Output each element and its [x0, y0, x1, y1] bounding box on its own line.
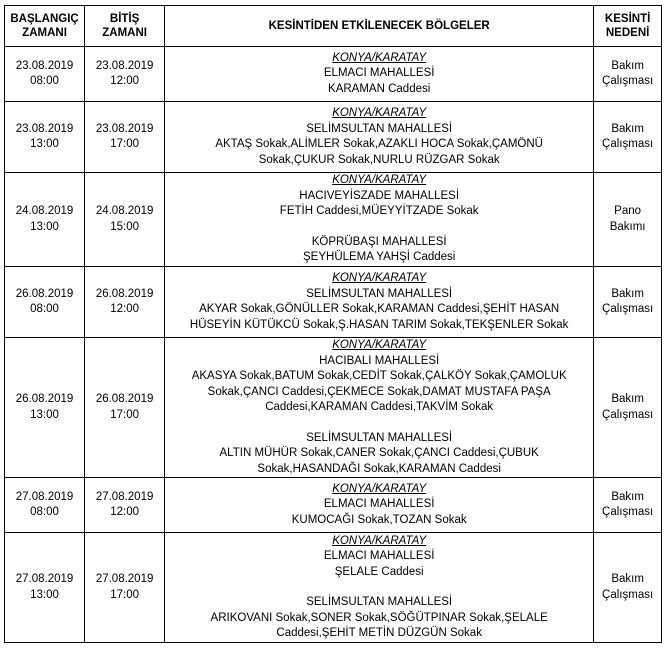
street-list: HÜSEYİN KÜTÜKCÜ Sokak,Ş.HASAN TARIM Sokak,TEKŞENLER Sokak — [189, 318, 569, 331]
street-list: Sokak,ÇUKUR Sokak,NURLU RÜZGAR Sokak — [258, 153, 500, 166]
end-time-cell: 24.08.2019 15:00 — [85, 173, 165, 267]
table-row — [5, 102, 662, 173]
affected-areas-cell — [165, 478, 594, 533]
start-time-cell: 26.08.2019 13:00 — [5, 338, 85, 478]
reason-cell: Bakım Çalışması — [594, 267, 662, 338]
neighborhood-name: ELMACI MAHALLESİ — [323, 67, 435, 80]
block-gap — [167, 416, 591, 431]
street-list: Sokak,HASANDAĞI Sokak,KARAMAN Caddesi — [257, 462, 501, 475]
neighborhood-name: SELİMSULTAN MAHALLESİ — [306, 431, 453, 444]
street-list: AKYAR Sokak,GÖNÜLLER Sokak,KARAMAN Caddesi,ŞEHİT HASAN — [199, 303, 560, 315]
block-gap — [167, 220, 591, 235]
neighborhood-name: SELİMSULTAN MAHALLESİ — [306, 596, 453, 608]
reason-cell: Bakım Çalışması — [594, 478, 662, 533]
table-row — [5, 173, 662, 267]
region-label: KONYA/KARATAY — [332, 272, 427, 284]
end-time-cell: 26.08.2019 12:00 — [85, 267, 165, 338]
street-list: AKTAŞ Sokak,ALİMLER Sokak,AZAKLI HOCA Sokak,ÇAMÖNÜ — [215, 138, 543, 150]
table-row — [5, 267, 662, 338]
affected-areas-cell — [165, 173, 594, 267]
street-list: ŞEYHÜLEMA YAHŞİ Caddesi — [303, 251, 456, 264]
affected-areas-cell — [165, 102, 594, 173]
table-row — [5, 338, 662, 478]
table-row — [5, 533, 662, 643]
neighborhood-name: HACIBALI MAHALLESİ — [319, 354, 440, 367]
header-end-time: BİTİŞ ZAMANI — [85, 6, 165, 47]
street-list: ŞELALE Caddesi — [334, 565, 424, 578]
region-label: KONYA/KARATAY — [332, 174, 427, 187]
reason-cell: Bakım Çalışması — [594, 47, 662, 102]
start-time-cell: 24.08.2019 13:00 — [5, 173, 85, 267]
end-time-cell: 27.08.2019 12:00 — [85, 478, 165, 533]
affected-areas-cell — [165, 47, 594, 102]
neighborhood-name: SELİMSULTAN MAHALLESİ — [306, 122, 453, 135]
header-start-time: BAŞLANGIÇ ZAMANI — [5, 6, 85, 47]
table-row — [5, 47, 662, 102]
end-time-cell: 23.08.2019 12:00 — [85, 47, 165, 102]
end-time-cell: 27.08.2019 17:00 — [85, 533, 165, 643]
neighborhood-name: ELMACI MAHALLESİ — [323, 498, 435, 511]
end-time-cell: 26.08.2019 17:00 — [85, 338, 165, 478]
reason-cell: Pano Bakımı — [594, 173, 662, 267]
header-reason: KESİNTİ NEDENİ — [594, 6, 662, 47]
street-list: AKASYA Sokak,BATUM Sokak,CEDİT Sokak,ÇALKÖY Sokak,ÇAMOLUK — [191, 370, 567, 382]
affected-areas-cell — [165, 533, 594, 643]
reason-cell: Bakım Çalışması — [594, 533, 662, 643]
outage-schedule-table — [4, 5, 662, 643]
street-list: Caddesi,KARAMAN Caddesi,TAKVİM Sokak — [265, 401, 494, 413]
reason-cell: Bakım Çalışması — [594, 338, 662, 478]
region-label: KONYA/KARATAY — [332, 339, 427, 351]
neighborhood-name: KÖPRÜBAŞI MAHALLESİ — [311, 235, 447, 248]
street-list: KUMOCAĞI Sokak,TOZAN Sokak — [291, 513, 467, 526]
start-time-cell: 23.08.2019 08:00 — [5, 47, 85, 102]
region-label: KONYA/KARATAY — [332, 107, 427, 119]
affected-areas-cell — [165, 338, 594, 478]
street-list: Caddesi,ŞEHİT METİN DÜZGÜN Sokak — [276, 627, 482, 639]
street-list: KARAMAN Caddesi — [328, 82, 431, 95]
street-list: ARIKOVANI Sokak,SONER Sokak,SÖĞÜTPINAR Sokak,ŞELALE — [210, 611, 548, 624]
neighborhood-name: SELİMSULTAN MAHALLESİ — [306, 287, 453, 300]
start-time-cell: 27.08.2019 08:00 — [5, 478, 85, 533]
neighborhood-name: HACIVEYİSZADE MAHALLESİ — [299, 189, 460, 202]
header-affected-areas: KESİNTİDEN ETKİLENECEK BÖLGELER — [165, 6, 594, 47]
street-list: FETİH Caddesi,MÜEYYİTZADE Sokak — [279, 205, 479, 218]
neighborhood-name: ELMACI MAHALLESİ — [323, 550, 435, 562]
region-label: KONYA/KARATAY — [332, 534, 427, 547]
start-time-cell: 23.08.2019 13:00 — [5, 102, 85, 173]
start-time-cell: 27.08.2019 13:00 — [5, 533, 85, 643]
header-row — [5, 6, 662, 47]
table-row — [5, 478, 662, 533]
end-time-cell: 23.08.2019 17:00 — [85, 102, 165, 173]
region-label: KONYA/KARATAY — [332, 51, 427, 64]
affected-areas-cell — [165, 267, 594, 338]
reason-cell: Bakım Çalışması — [594, 102, 662, 173]
street-list: Sokak,ÇANCI Caddesi,ÇEKMECE Sokak,DAMAT MUSTAFA PAŞA — [207, 385, 551, 398]
region-label: KONYA/KARATAY — [332, 482, 427, 495]
block-gap — [167, 580, 591, 595]
start-time-cell: 26.08.2019 08:00 — [5, 267, 85, 338]
street-list: ALTIN MÜHÜR Sokak,CANER Sokak,ÇANCI Caddesi,ÇUBUK — [219, 447, 539, 459]
